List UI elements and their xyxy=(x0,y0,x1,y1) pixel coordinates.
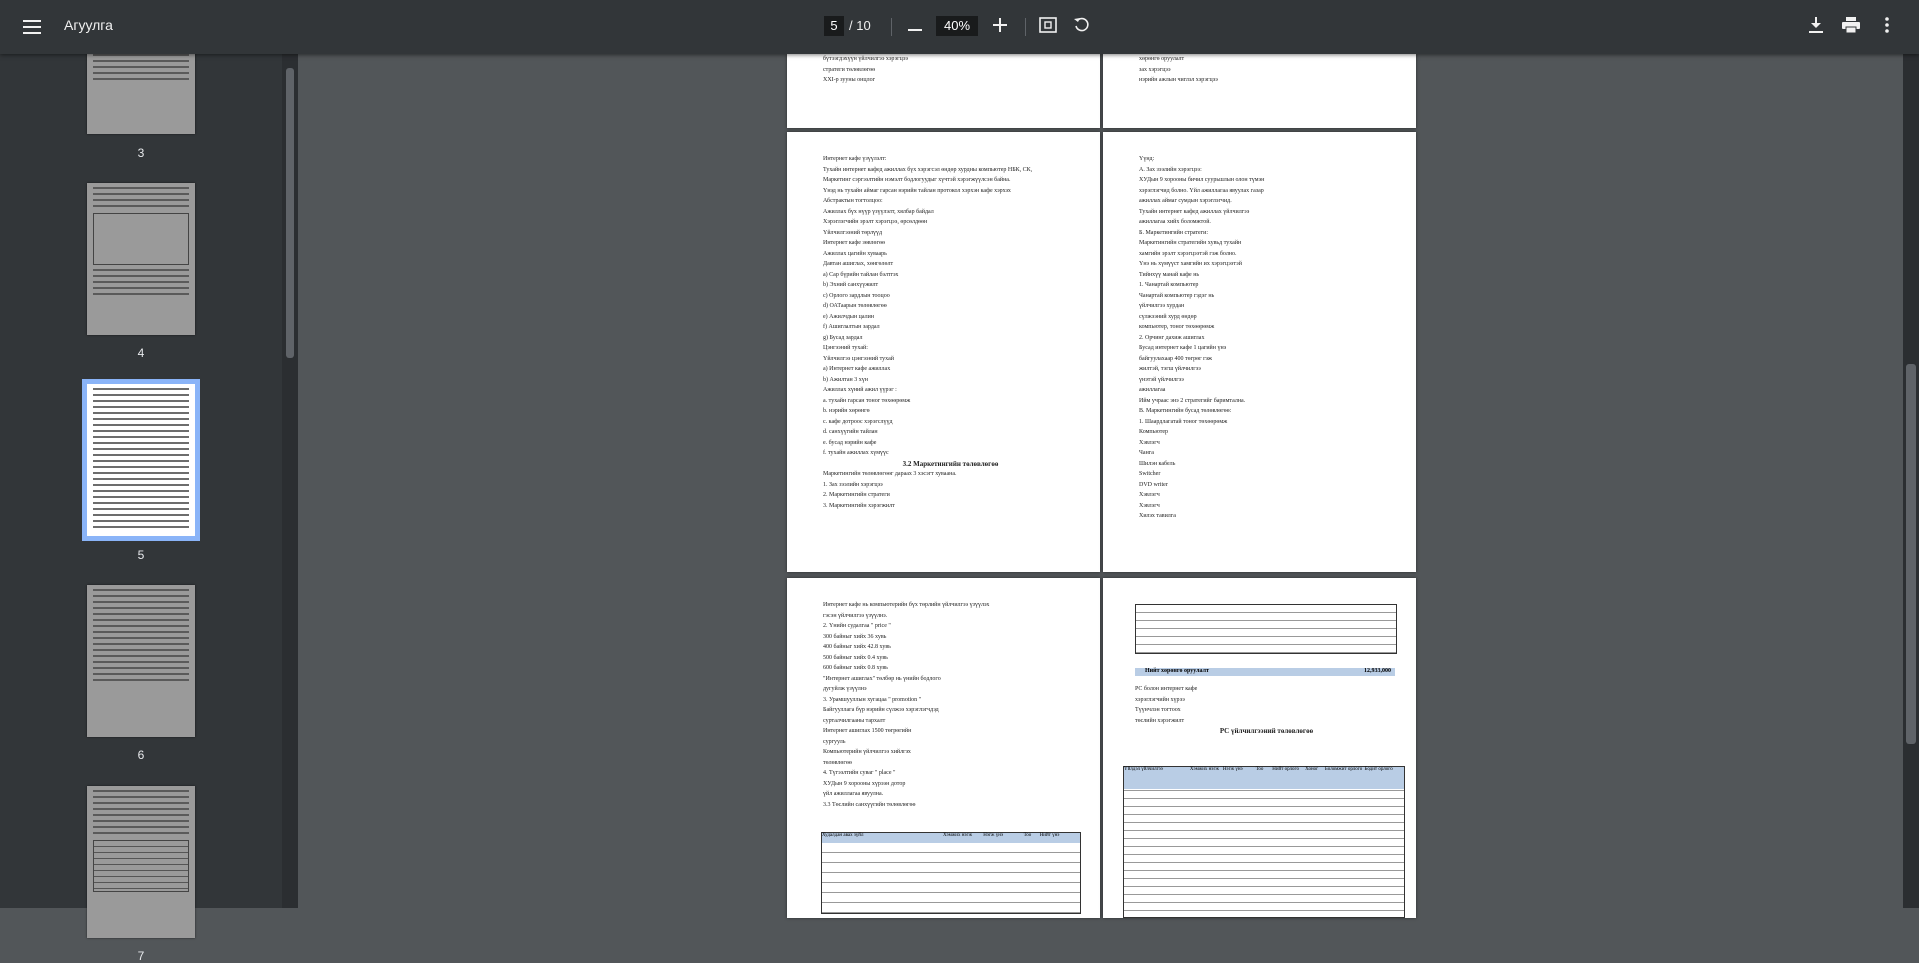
page-text-line: үнэтэй үйлчилгээ xyxy=(1139,376,1184,383)
page-text-line: Үйлчилгээ цэнгээний тухай xyxy=(823,355,894,362)
rotate-icon xyxy=(1073,16,1091,39)
page-text-line: бүтээгдэхүүн үйлчилгээ хэрэгцээ xyxy=(823,56,908,62)
page-text-line: 1. Чанартай компьютер xyxy=(1139,282,1199,288)
table-header: Бодит орлого xyxy=(1364,767,1393,772)
page-text-line: 1. Зах зээлийн хэрэгцээ xyxy=(823,481,883,488)
page-total: / 10 xyxy=(849,18,871,33)
page-text-line: Хэвлэгч xyxy=(1139,502,1160,509)
table-header: Худалдан авах зүйл xyxy=(822,833,864,838)
more-vert-icon xyxy=(1885,17,1889,38)
page-text-line: жилтэй, тэгш үйлчилгээ xyxy=(1139,366,1201,372)
page-text-line: 500 байныг хийх 0.4 хувь xyxy=(823,654,888,661)
page-text-line: Абстрактын тогтолцоо: xyxy=(823,198,883,204)
page-5-left-text xyxy=(823,154,1078,511)
page-text-line: e. бусад нэрийн кафе xyxy=(823,439,877,446)
main-scrollbar[interactable] xyxy=(1903,54,1919,908)
table-header: Хэмжих нэгж xyxy=(1189,767,1219,772)
plus-icon xyxy=(993,18,1007,37)
page-text-line: байгуулахаар 400 төгрөг гэж xyxy=(1139,355,1213,362)
table-header: Тоо xyxy=(1023,833,1032,838)
page-text-line: компьютер, тоног төхөөрөмж xyxy=(1139,324,1215,330)
rotate-button[interactable] xyxy=(1067,12,1097,42)
table-header: Үйлдэл үйлчилгээ xyxy=(1124,767,1163,772)
page-text-line: Интернет кафе зөвлөгөө xyxy=(823,240,885,246)
page-text-line: Ийм учраас энэ 2 стратегийг баримтална. xyxy=(1139,397,1246,404)
download-icon xyxy=(1809,17,1823,38)
page-text-line: хэрэглэгчид болно. Үйл ажиллагаа явуулах газар xyxy=(1139,187,1264,194)
page-text-line: Интернет кафе нь компьютерийн бүх төрлийн үйлчилгээ үзүүлэх xyxy=(823,602,990,608)
page-5-right-text xyxy=(1139,154,1394,522)
page-text-line: Ажиллах цагийн хуваарь xyxy=(823,250,887,257)
page-text-line: c) Орлого зардлын тооцоо xyxy=(823,292,890,299)
page-text-line: ХУДын 9 хорооны бичил суурьшлын олон түмэн xyxy=(1139,177,1265,183)
page-text-line: төлөвлөгөө xyxy=(823,759,852,766)
page-text-line: b. нэрийн хөрөнгө xyxy=(823,408,870,414)
page-text-line: Тухайн интернет кафед ажиллах үйлчилгээ xyxy=(1139,208,1250,215)
minus-icon xyxy=(908,18,922,36)
print-button[interactable] xyxy=(1836,12,1866,42)
page-text-line: 3. Урамшууллын хугацаа " promotion " xyxy=(823,696,922,703)
thumbnail-label-6: 6 xyxy=(137,748,145,762)
zoom-in-button[interactable] xyxy=(985,12,1015,42)
page-text-line: Цэнгээний тухай: xyxy=(823,345,868,351)
page-text-line: a) Сар бүрийн тайлан бэлтгэх xyxy=(823,271,899,278)
zoom-level-input[interactable]: 40% xyxy=(936,16,978,36)
print-icon xyxy=(1842,17,1860,38)
service-revenue-table xyxy=(1123,766,1405,918)
page-thumbnail-6[interactable] xyxy=(87,585,195,737)
page-text-line: ХХІ-р зууны онцлог xyxy=(823,77,876,83)
page-text-line: стратеги төлөвлөгөө xyxy=(823,66,876,73)
document-page-4-left xyxy=(787,54,1100,128)
page-text-line: зах хэрэгцээ xyxy=(1139,66,1171,73)
page-text-line: e) Ажилчдын цалин xyxy=(823,313,874,320)
page-text-line: сургууль xyxy=(823,738,846,745)
page-text-line: f) Ашиглалтын зардал xyxy=(823,324,880,330)
page-thumbnail-4[interactable] xyxy=(87,183,195,335)
page-text-line: хөрөнгө оруулалт xyxy=(1139,56,1185,62)
page-text-line: А. Зах зээлийн хэрэгцээ: xyxy=(1139,166,1202,173)
page-text-line: Үнэ нь хүмүүст хамгийн их хэрэгцээтэй xyxy=(1139,261,1242,267)
page-text-line: Маркетингийн төлөвлөгөөг дараах 3 хэсэгт хуваана. xyxy=(823,471,957,477)
toolbar-divider xyxy=(891,18,892,36)
thumbnail-label-3: 3 xyxy=(137,146,145,160)
financial-plan-table xyxy=(821,832,1081,914)
page-text-line: В. Маркетингийн бусад төлөвлөгөө: xyxy=(1139,408,1232,414)
document-page-5-left xyxy=(787,132,1100,572)
page-text-line: b) Эхний санхүүжилт xyxy=(823,282,879,288)
table-header: Нэгж үнэ xyxy=(1222,767,1243,772)
page-text-line: Чанартай компьютер гэдэг нь xyxy=(1139,292,1215,299)
page-text-line: Үүнд: xyxy=(1139,156,1155,162)
page-6-left-text xyxy=(823,600,1078,810)
thumbnail-label-7: 7 xyxy=(137,949,145,963)
page-text-line: Тийнхүү манай кафе нь xyxy=(1139,271,1200,278)
page-text-line: 1. Шаардлагатай тоног төхөөрөмж xyxy=(1139,418,1228,425)
page-text-line: Хэвлэгч xyxy=(1139,492,1160,498)
page-text-line: сурталчилгааны тархалт xyxy=(823,717,886,724)
page-text-line: Тухайн интернет кафед ажиллах бүх хэрэгсэл өндөр хурдны компьютер НБК, СК, xyxy=(823,166,1033,173)
page-text-line: a) Интернет кафе ажиллах xyxy=(823,366,891,372)
page-thumbnail-3[interactable] xyxy=(87,44,195,134)
download-button[interactable] xyxy=(1801,12,1831,42)
page-text-line: Интернет ашиглах 1500 төгрөгийн xyxy=(823,728,912,734)
page-text-line: хамгийн эрэлт хэрэгцээтэй гэж болно. xyxy=(1139,250,1237,257)
menu-icon[interactable] xyxy=(17,12,47,42)
page-text-line: c. кафе дотроос хэрэгслүүд xyxy=(823,418,893,425)
page-text-line: g) Бусад зардал xyxy=(823,334,863,341)
page-text-line: ХУДын 9 хорооны хүрээн дотор xyxy=(823,780,906,787)
more-actions-button[interactable] xyxy=(1872,12,1902,42)
page-text-line: Үйлчилгээний төрлүүд xyxy=(823,229,883,236)
thumbnail-label-5: 5 xyxy=(137,548,145,562)
page-text-line: d. санхүүгийн тайлан xyxy=(823,429,878,435)
page-text-line: Ажиллах бүх нүүр үзүүлэлт, хялбар байдал xyxy=(823,208,934,215)
page-text-line: Интернет кафе үзүүлэлт: xyxy=(823,156,887,162)
page-text-line: 300 байныг хийх 36 хувь xyxy=(823,633,887,640)
page-text-line: DVD writer xyxy=(1139,481,1168,488)
page-text-line: Хилэх тавилга xyxy=(1139,513,1176,519)
page-text-line: Чанга xyxy=(1139,450,1154,456)
page-text-line: Байгууллага бүр нэрийн сүлжээ хэрэглэгчдэд xyxy=(823,707,939,713)
fit-page-button[interactable] xyxy=(1033,12,1063,42)
table-header: Хоног xyxy=(1305,767,1319,772)
document-page-5-right xyxy=(1103,132,1416,572)
page-text-line: Үнэд нь тухайн аймаг гарсан нэрийн тайлан протокол хэрхэн кафе хэрхэх xyxy=(823,187,1011,194)
page-text-line: PC болон интернет кафе xyxy=(1135,686,1198,692)
document-page-6-right xyxy=(1103,578,1416,918)
page-text-line: 3. Маркетингийн хэрэгжилт xyxy=(823,502,895,509)
page-text-line: 3.3 Төслийн санхүүгийн төлөвлөгөө xyxy=(823,801,916,808)
page-text-line: ажиллагаа хийх боломжтой. xyxy=(1139,219,1211,225)
page-text-line: Хэрэглэгчийн эрэлт хэрэгцээ, өрсөлдөөн xyxy=(823,219,928,225)
page-text-line: нэрийн ажлын чиглэл хэрэгцээ xyxy=(1139,77,1218,83)
page-text-line: 600 байныг хийх 0.8 хувь xyxy=(823,665,888,671)
thumbnail-sidebar xyxy=(0,54,282,963)
page-text-line: үйлчилгээ хурдан xyxy=(1139,303,1185,309)
page-thumbnail-7[interactable] xyxy=(87,786,195,938)
page-text-line: "Интернет ашиглах" төлбөр нь үнийн бодлого xyxy=(823,675,941,682)
page-text-line: сүлжээний хурд өндөр xyxy=(1139,313,1197,320)
document-title: Агуулга xyxy=(64,17,113,33)
page-text-line: төслийн хэрэгжилт xyxy=(1135,717,1185,724)
page-text-line: Давтан ашиглах, хөнгөлөлт xyxy=(823,261,894,267)
page-text-line: хэрэглэгчийн хүрээ xyxy=(1135,696,1185,703)
page-text-line: Маркетингийн стратегийн хувьд тухайн xyxy=(1139,240,1242,246)
page-text-line: Хэвлэгч xyxy=(1139,439,1160,446)
page-text-line: Бусад интернет кафе 1 цагийн үнэ xyxy=(1139,345,1227,351)
page-text-line: Компьютерийн үйлчилгээ хийлгэх xyxy=(823,749,911,755)
document-page-4-right xyxy=(1103,54,1416,128)
page-text-line: f. тухайн ажиллах хүмүүс xyxy=(823,450,889,456)
zoom-out-button[interactable] xyxy=(900,12,930,42)
table-header: Нэгж үнэ xyxy=(983,833,1004,838)
page-text-line: a. тухайн гарсан тоног төхөөрөмж xyxy=(823,397,911,404)
pdf-toolbar xyxy=(0,0,1919,54)
page-text-line: ажиллах аймаг сумдын хэрэглэгчид. xyxy=(1139,198,1232,204)
page-text-line: 4. Түгээлтийн суваг " place " xyxy=(823,770,896,776)
table-header: Нийт орлого xyxy=(1272,767,1299,772)
sidebar-scrollbar[interactable] xyxy=(282,54,298,908)
page-text-line: үйл ажиллагаа явуулна. xyxy=(823,791,884,797)
page-text-line: ажиллагаа xyxy=(1139,387,1166,393)
page-text-line: PC үйлчилгээний төлөвлөгөө xyxy=(1219,727,1314,735)
table-header: Нийт үнэ xyxy=(1039,833,1060,838)
page-text-line: 3.2 Маркетингийн төлөвлөгөө xyxy=(902,459,999,468)
page-text-line: d) ОАТаарын төлөвлөгөө xyxy=(823,303,887,309)
page-text-line: b) Ажилтан 3 хүн xyxy=(823,376,868,383)
page-text-line: Маркетинг сэргээлтийн нэмэлт бодлогуудыг хүчтэй хэрэгжүүлсэн байна. xyxy=(823,177,1011,183)
page-text-line: гэсэн үйлчилгээ үзүүлнэ. xyxy=(823,612,888,619)
page-thumbnail-5[interactable] xyxy=(87,384,195,536)
page-text-line: 2. Орчинг дахиж ашиглах xyxy=(1139,334,1205,341)
thumbnail-label-4: 4 xyxy=(137,346,145,360)
page-text-line: Switcher xyxy=(1139,471,1161,477)
page-text-line: Б. Маркетингийн стратеги: xyxy=(1139,229,1208,236)
page-text-line: Шилэн кабель xyxy=(1139,460,1176,467)
equipment-table xyxy=(1135,604,1397,654)
page-text-line: 2. Маркетингийн стратеги xyxy=(823,492,890,498)
page-text-line: Ажиллах хүний ажил үүрэг : xyxy=(823,387,897,393)
page-text-line: дугуйлж үзүүлнэ xyxy=(823,686,867,692)
page-number-input[interactable]: 5 xyxy=(824,16,844,36)
page-text-line: Компьютер xyxy=(1139,429,1169,435)
fit-page-icon xyxy=(1039,17,1057,38)
total-investment-value: 12,933,000 xyxy=(1364,668,1391,674)
page-text-line: 400 байныг хийх 42.8 хувь xyxy=(823,644,891,650)
table-header: Тоо xyxy=(1255,767,1264,772)
table-header: Боломжит орлого xyxy=(1324,767,1363,772)
toolbar-divider xyxy=(1025,18,1026,36)
page-text-line: 2. Үнийн судалгаа " price " xyxy=(823,623,891,629)
document-page-6-left xyxy=(787,578,1100,918)
table-header: Хэмжих нэгж xyxy=(942,833,973,838)
total-investment-label: Нийт хөрөнгө оруулалт xyxy=(1145,668,1209,674)
page-text-line: Түүнчлэн тогтоох xyxy=(1135,707,1181,713)
